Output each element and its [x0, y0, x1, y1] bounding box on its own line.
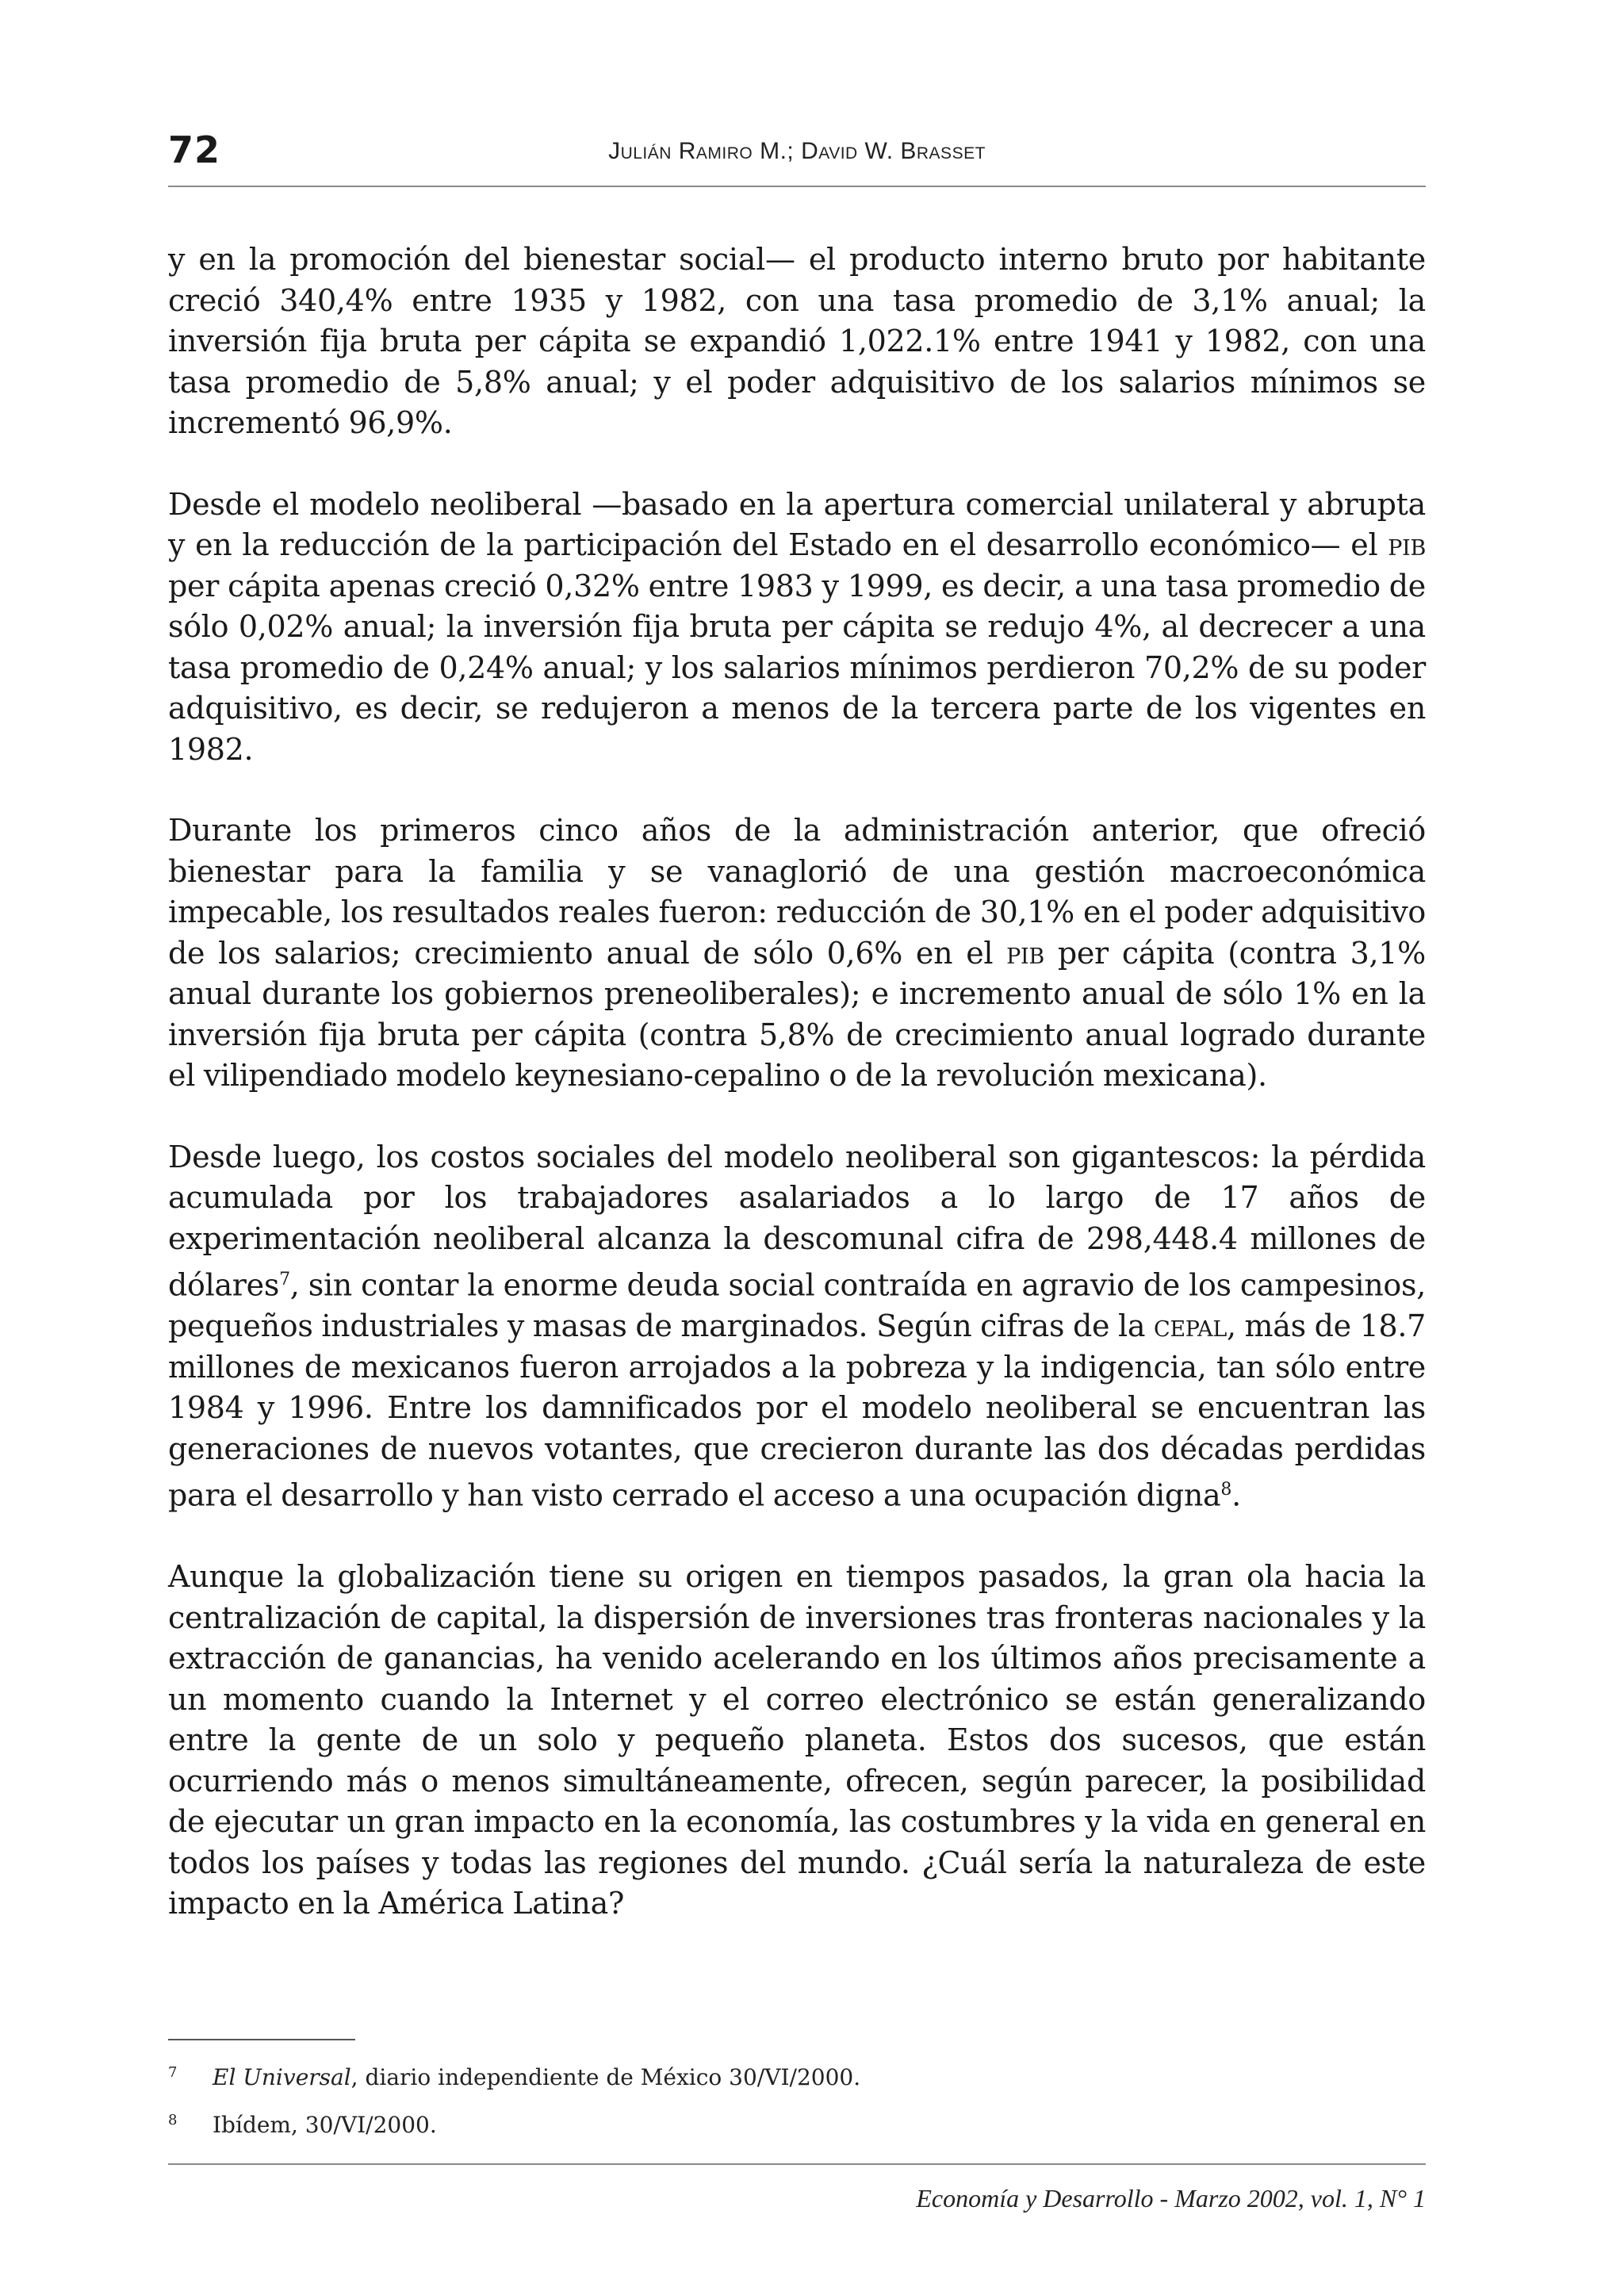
abbrev-cepal: cepal [1153, 1308, 1227, 1344]
page-number: 72 [168, 128, 221, 171]
paragraph-5: Aunque la globalización tiene su origen en tiempos pasados, la gran ola hacia la centralización de capital, la dispersión de inversiones tras fronteras nacionales y la extracción de ganancias, ha venido acelerando en los últimos años precisamente a un momento cuando la Internet y el correo electrónico se están generalizando entre la gente de un solo y pequeño planeta. Estos dos sucesos, que están ocurriendo más o menos simultáneamente, ofrecen, según parecer, la posibilidad de ejecutar un gran impacto en la economía, las costumbres y la vida en general en todos los países y todas las regiones del mundo. ¿Cuál sería la naturaleza de este impacto en la América Latina? [168, 1559, 1426, 1921]
footnote-text: El Universal, diario independiente de México 30/VI/2000. [213, 2064, 861, 2090]
footnote-7 [168, 2062, 1426, 2109]
journal-citation: Economía y Desarrollo - Marzo 2002, vol. 1, N° 1 [916, 2184, 1426, 2212]
paragraph-1: y en la promoción del bienestar social— el producto interno bruto por habitante creció 340,4% entre 1935 y 1982, con una tasa promedio de 3,1% anual; la inversión fija bruta per cápita se expandió 1,022.1% entre 1941 y 1982, con una tasa promedio de 5,8% anual; y el poder adquisitivo de los salarios mínimos se incrementó 96,9%. [168, 242, 1426, 440]
footnote-ref-8: 8 [1220, 1480, 1232, 1500]
footnote-ref-7: 7 [279, 1270, 290, 1289]
abbrev-pib: pib [1388, 527, 1426, 562]
paragraph-3: Durante los primeros cinco años de la administración anterior, que ofreció bienestar para la familia y se vanaglorió de una gestión macroeconómica impecable, los resultados reales fueron: reducción de 30,1% en el poder adquisitivo de los salarios; crecimiento anual de sólo 0,6% en el pib per cápita (contra 3,1% anual durante los gobiernos preneoliberales); e incremento anual de sólo 1% en la inversión fija bruta per cápita (contra 5,8% de crecimiento anual logrado durante el vilipendiado modelo keynesiano-cepalino o de la revolución mexicana). [168, 813, 1426, 1093]
page-footer [168, 2163, 1426, 2220]
footnote-text: Ibídem, 30/VI/2000. [213, 2112, 437, 2138]
footnotes [168, 2062, 1426, 2157]
footnote-8 [168, 2109, 1426, 2157]
paragraph-4: Desde luego, los costos sociales del modelo neoliberal son gigantescos: la pérdida acumulada por los trabajadores asalariados a lo largo de 17 años de experimentación neoliberal alcanza la descomunal cifra de 298,448.4 millones de dólares$^7$, sin contar la enorme deuda social contraída en agravio de los campesinos, pequeños industriales y masas de marginados. Según cifras de la cepal, más de 18.7 millones de mexicanos fueron arrojados a la pobreza y la indigencia, tan sólo entre 1984 y 1996. Entre los damnificados por el modelo neoliberal se encuentran las generaciones de nuevos votantes, que crecieron durante las dos décadas perdidas para el desarrollo y han visto cerrado el acceso a una ocupación digna$^8$. [168, 1139, 1426, 1513]
running-header [168, 125, 1426, 187]
footnote-number: 7 [168, 2064, 178, 2081]
footnote-divider [168, 2039, 355, 2040]
paragraph-2: Desde el modelo neoliberal —basado en la apertura comercial unilateral y abrupta y en la reducción de la participación del Estado en el desarrollo económico— el pib per cápita apenas creció 0,32% entre 1983 y 1999, es decir, a una tasa promedio de sólo 0,02% anual; la inversión fija bruta per cápita se redujo 4%, al decrecer a una tasa promedio de 0,24% anual; y los salarios mínimos perdieron 70,2% de su poder adquisitivo, es decir, se redujeron a menos de la tercera parte de los vigentes en 1982. [168, 486, 1426, 767]
footnote-source-title: El Universal [213, 2064, 351, 2090]
body-text [168, 239, 1426, 1925]
abbrev-pib: pib [1006, 935, 1044, 971]
footnote-number: 8 [168, 2112, 178, 2128]
running-title: Julián Ramiro M.; David W. Brasset [608, 138, 986, 164]
